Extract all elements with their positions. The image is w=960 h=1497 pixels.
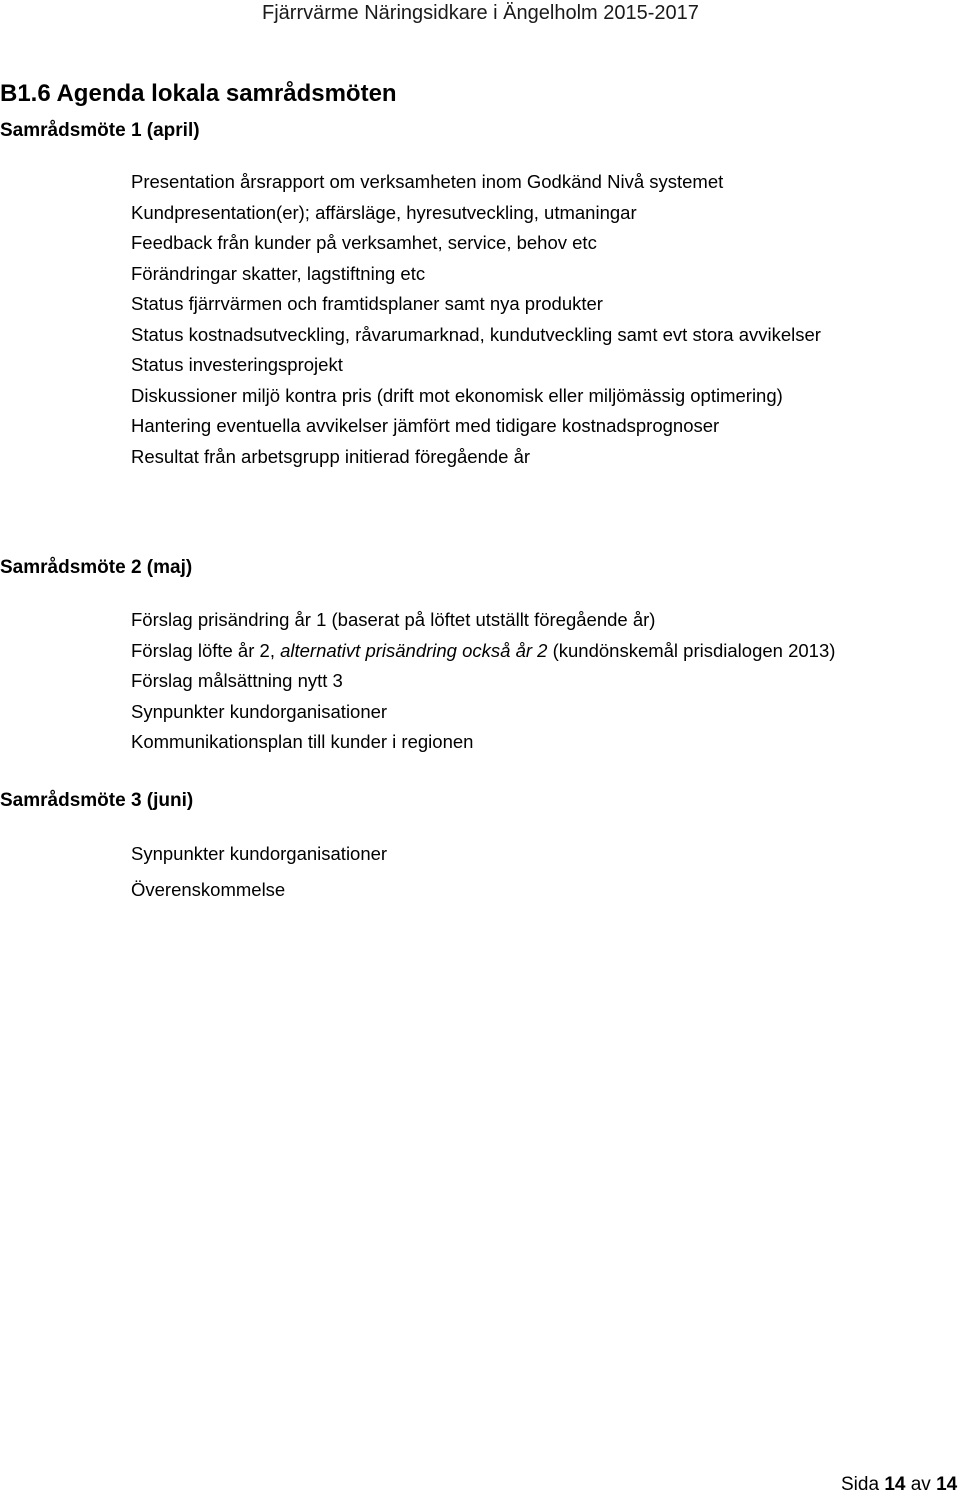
agenda-item: Synpunkter kundorganisationer bbox=[131, 843, 388, 864]
agenda-item: Förslag målsättning nytt 3 bbox=[131, 670, 343, 691]
agenda-item: Status kostnadsutveckling, råvarumarknad, kundutveckling samt evt stora avvikelser bbox=[131, 323, 821, 345]
agenda-list-meeting-1 bbox=[131, 167, 821, 472]
section-heading-meeting-2: Samrådsmöte 2 (maj) bbox=[0, 557, 193, 578]
page-current: 14 bbox=[884, 1474, 906, 1495]
section-heading-meeting-1: Samrådsmöte 1 (april) bbox=[0, 120, 200, 141]
running-header: Fjärrvärme Näringsidkare i Ängelholm 2015-2017 bbox=[262, 2, 699, 24]
agenda-item: Förändringar skatter, lagstiftning etc bbox=[131, 262, 426, 284]
page-total: 14 bbox=[936, 1474, 958, 1495]
document-title: B1.6 Agenda lokala samrådsmöten bbox=[0, 80, 397, 107]
page-label: Sida bbox=[841, 1474, 880, 1495]
agenda-item: Överenskommelse bbox=[131, 879, 286, 900]
agenda-item: Hantering eventuella avvikelser jämfört med tidigare kostnadsprognoser bbox=[131, 415, 720, 436]
agenda-item: Förslag prisändring år 1 (baserat på löftet utställt föregående år) bbox=[131, 609, 656, 630]
agenda-item: Synpunkter kundorganisationer bbox=[131, 700, 388, 722]
agenda-item: Diskussioner miljö kontra pris (drift mot ekonomisk eller miljömässig optimering) bbox=[131, 384, 783, 406]
page-separator: av bbox=[910, 1474, 931, 1495]
agenda-item: Resultat från arbetsgrupp initierad föregående år bbox=[131, 445, 531, 467]
agenda-item-italic-text: alternativt prisändring också år 2 bbox=[280, 639, 548, 661]
agenda-list-meeting-2 bbox=[131, 605, 835, 758]
agenda-item: Presentation årsrapport om verksamheten inom Godkänd Nivå systemet bbox=[131, 171, 724, 192]
agenda-item: Status fjärrvärmen och framtidsplaner samt nya produkter bbox=[131, 293, 603, 314]
agenda-item bbox=[131, 636, 835, 667]
agenda-item: Kundpresentation(er); affärsläge, hyresutveckling, utmaningar bbox=[131, 201, 637, 223]
section-heading-meeting-3: Samrådsmöte 3 (juni) bbox=[0, 790, 194, 811]
agenda-item-text: (kundönskemål prisdialogen 2013) bbox=[547, 639, 836, 661]
agenda-list-meeting-3 bbox=[131, 839, 387, 906]
page-number bbox=[841, 1474, 957, 1496]
agenda-item: Feedback från kunder på verksamhet, service, behov etc bbox=[131, 232, 597, 253]
agenda-item-text: Förslag löfte år 2, bbox=[131, 639, 281, 661]
agenda-item: Kommunikationsplan till kunder i regionen bbox=[131, 731, 474, 752]
agenda-item: Status investeringsprojekt bbox=[131, 354, 343, 375]
